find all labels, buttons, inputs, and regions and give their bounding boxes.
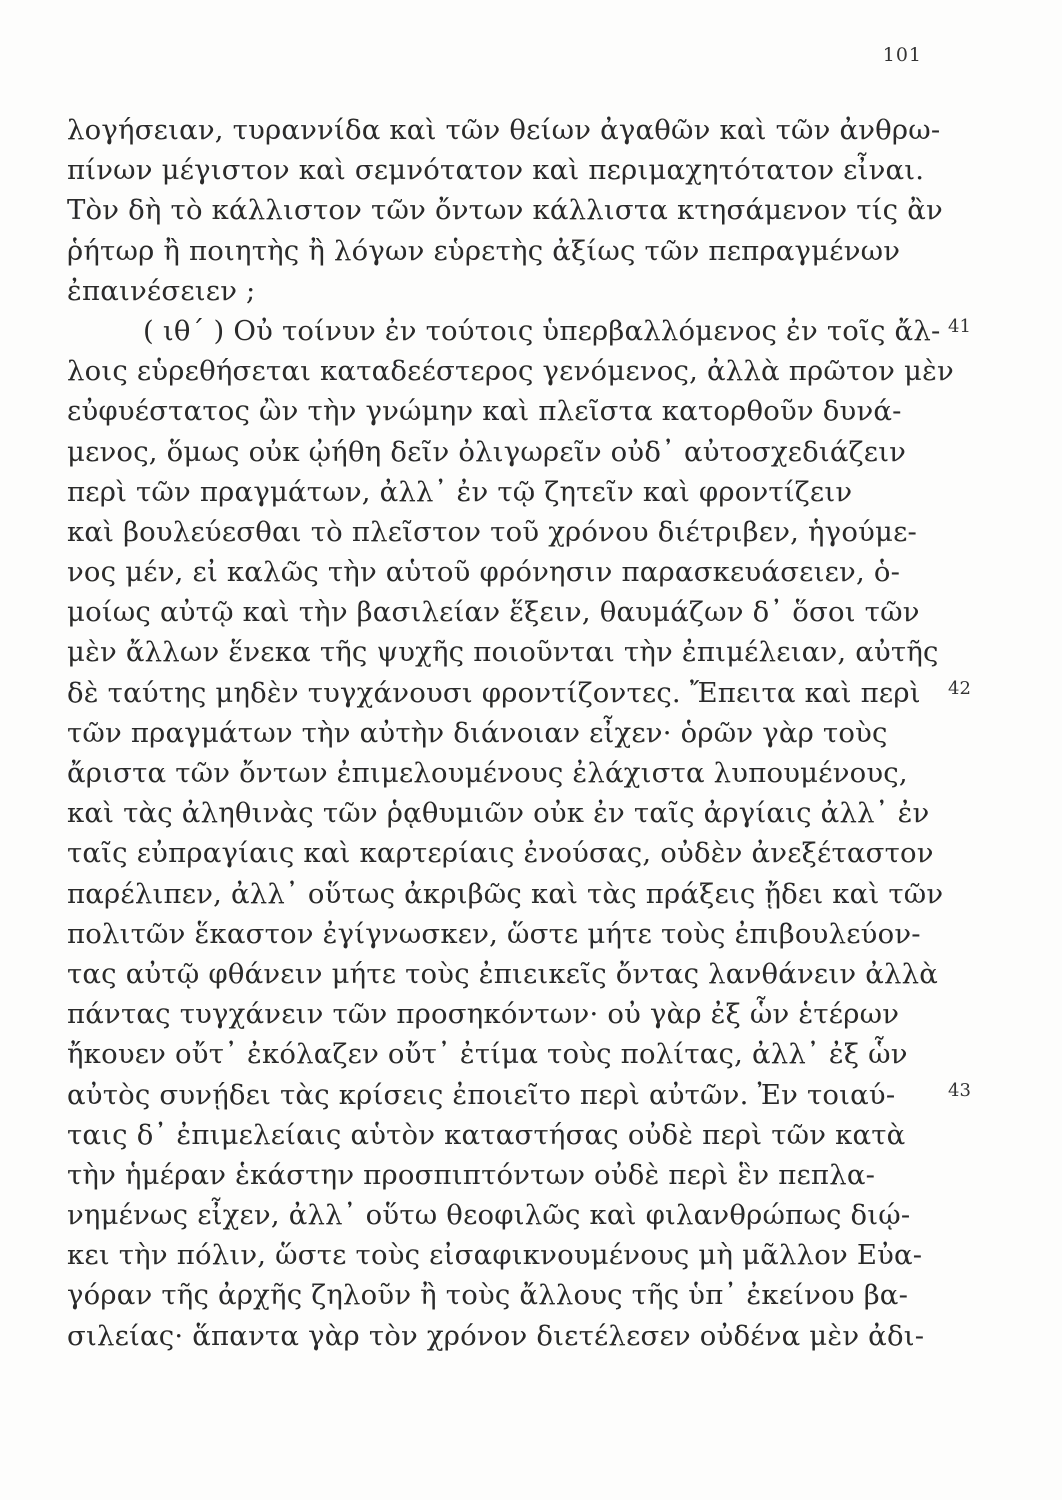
text-line: ταῖς εὐπραγίαις καὶ καρτερίαις ἐνούσας, οὐδὲν ἀνεξέταστον: [67, 837, 934, 870]
text-line: γόραν τῆς ἀρχῆς ζηλοῦν ἢ τοὺς ἄλλους τῆς ὑπ᾿ ἐκείνου βα-: [67, 1279, 909, 1312]
text-line: μενος, ὅμως οὐκ ᾠήθη δεῖν ὀλιγωρεῖν οὐδ᾿ αὐτοσχεδιάζειν: [67, 435, 907, 468]
text-line: καὶ βουλεύεσθαι τὸ πλεῖστον τοῦ χρόνου διέτριβεν, ἡγούμε-: [67, 515, 918, 548]
text-line: καὶ τὰς ἀληθινὰς τῶν ῥᾳθυμιῶν οὐκ ἐν ταῖς ἀργίαις ἀλλ᾿ ἐν: [67, 797, 930, 830]
text-line: νος μέν, εἰ καλῶς τὴν αὑτοῦ φρόνησιν παρασκευάσειεν, ὁ-: [67, 556, 901, 589]
text-line: ταις δ᾿ ἐπιμελείαις αὑτὸν καταστήσας οὐδὲ περὶ τῶν κατὰ: [67, 1118, 906, 1151]
text-line: σιλείας· ἅπαντα γὰρ τὸν χρόνον διετέλεσεν οὐδένα μὲν ἀδι-: [67, 1319, 925, 1352]
text-line: μοίως αὐτῷ καὶ τὴν βασιλείαν ἕξειν, θαυμάζων δ᾿ ὅσοι τῶν: [67, 596, 920, 629]
text-line: δὲ ταύτης μηδὲν τυγχάνουσι φροντίζοντες. Ἔπειτα καὶ περὶ: [67, 676, 921, 709]
section-margin-number: 41: [948, 316, 971, 337]
page-number: 101: [882, 44, 922, 66]
section-margin-number: 43: [948, 1079, 971, 1101]
section-margin-number: 42: [948, 677, 971, 699]
text-line: τας αὐτῷ φθάνειν μήτε τοὺς ἐπιεικεῖς ὄντας λανθάνειν ἀλλὰ: [67, 957, 939, 990]
text-line: τῶν πραγμάτων τὴν αὐτὴν διάνοιαν εἶχεν· ὁρῶν γὰρ τοὺς: [67, 716, 888, 749]
text-line: αὐτὸς συνῄδει τὰς κρίσεις ἐποιεῖτο περὶ αὐτῶν. Ἐν τοιαύ-: [67, 1078, 896, 1111]
text-line: ἤκουεν οὔτ᾿ ἐκόλαζεν οὔτ᾿ ἐτίμα τοὺς πολίτας, ἀλλ᾿ ἐξ ὧν: [67, 1038, 908, 1071]
text-line: Τὸν δὴ τὸ κάλλιστον τῶν ὄντων κάλλιστα κτησάμενον τίς ἂν: [67, 194, 943, 227]
text-line: πίνων μέγιστον καὶ σεμνότατον καὶ περιμαχητότατον εἶναι.: [67, 154, 925, 187]
text-line: πάντας τυγχάνειν τῶν προσηκόντων· οὐ γὰρ ἐξ ὧν ἑτέρων: [67, 998, 900, 1031]
text-line: περὶ τῶν πραγμάτων, ἀλλ᾿ ἐν τῷ ζητεῖν καὶ φροντίζειν: [67, 475, 853, 508]
text-line: μὲν ἄλλων ἕνεκα τῆς ψυχῆς ποιοῦνται τὴν ἐπιμέλειαν, αὐτῆς: [67, 636, 939, 669]
body-text: [67, 110, 954, 1356]
text-line: πολιτῶν ἕκαστον ἐγίγνωσκεν, ὥστε μήτε τοὺς ἐπιβουλεύον-: [67, 917, 921, 950]
text-line: νημένως εἶχεν, ἀλλ᾿ οὕτω θεοφιλῶς καὶ φιλανθρώπως διῴ-: [67, 1199, 911, 1232]
text-line: παρέλιπεν, ἀλλ᾿ οὕτως ἀκριβῶς καὶ τὰς πράξεις ᾔδει καὶ τῶν: [67, 877, 944, 910]
text-line: ἄριστα τῶν ὄντων ἐπιμελουμένους ἐλάχιστα λυπουμένους,: [67, 757, 908, 789]
text-line: τὴν ἡμέραν ἑκάστην προσπιπτόντων οὐδὲ περὶ ἓν πεπλα-: [67, 1158, 876, 1191]
text-line: εὐφυέστατος ὢν τὴν γνώμην καὶ πλεῖστα κατορθοῦν δυνά-: [67, 395, 902, 428]
text-line: ἐπαινέσειεν ;: [67, 274, 256, 307]
text-line: ( ιθ΄ ) Οὐ τοίνυν ἐν τούτοις ὑπερβαλλόμενος ἐν τοῖς ἄλ-: [143, 314, 941, 347]
text-line: ῥήτωρ ἢ ποιητὴς ἢ λόγων εὑρετὴς ἀξίως τῶν πεπραγμένων: [67, 234, 901, 267]
text-line: λοις εὑρεθήσεται καταδεέστερος γενόμενος, ἀλλὰ πρῶτον μὲν: [67, 355, 954, 388]
text-line: λογήσειαν, τυραννίδα καὶ τῶν θείων ἀγαθῶν καὶ τῶν ἀνθρω-: [67, 114, 941, 146]
text-line: κει τὴν πόλιν, ὥστε τοὺς εἰσαφικνουμένους μὴ μᾶλλον Εὐα-: [67, 1239, 923, 1272]
